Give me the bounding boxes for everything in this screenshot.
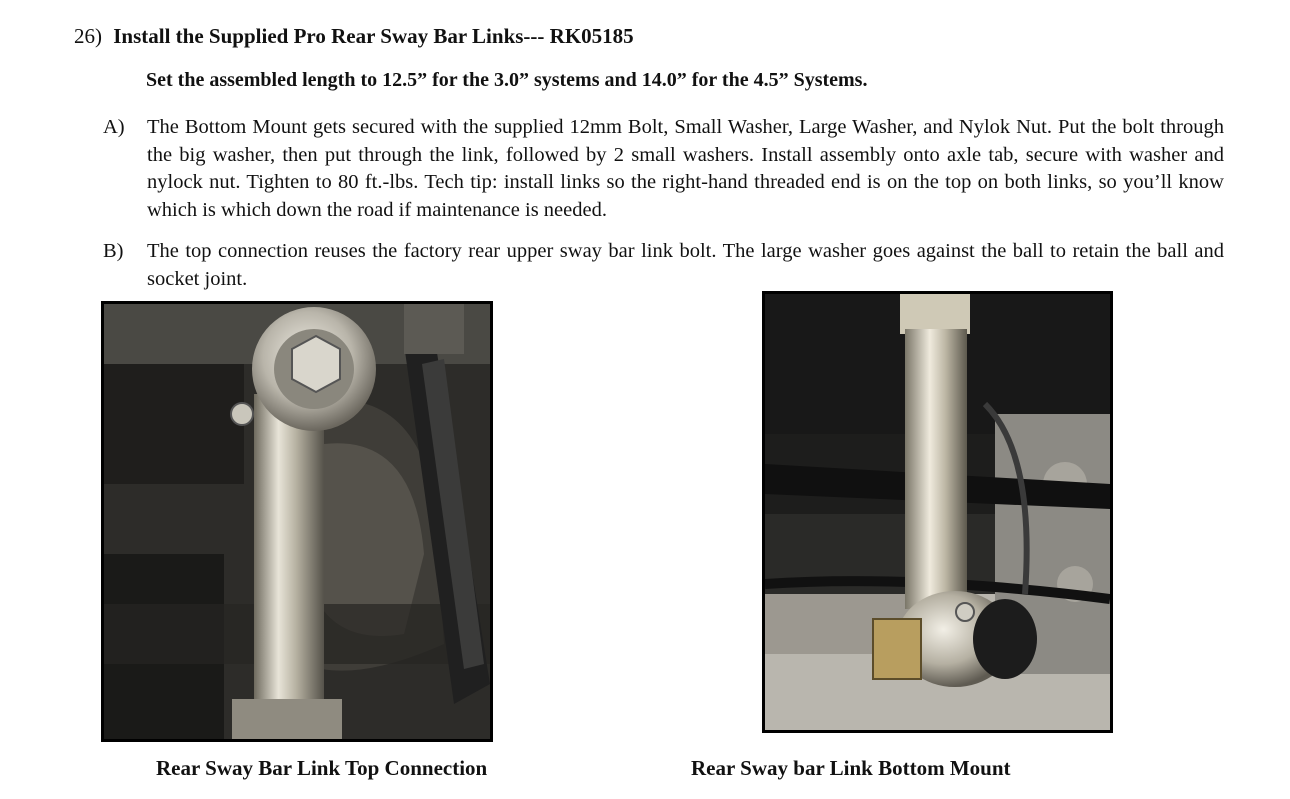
- step-number: 26): [74, 24, 102, 48]
- item-b-text: The top connection reuses the factory rear upper sway bar link bolt. The large washer goes against the ball to retain the ball and socket joint.: [147, 240, 1224, 290]
- item-b-letter: B): [103, 240, 124, 262]
- photo-top-connection: [101, 301, 493, 742]
- item-a-letter: A): [103, 116, 125, 138]
- photo-bottom-mount-image: [765, 294, 1110, 730]
- item-a-text: The Bottom Mount gets secured with the supplied 12mm Bolt, Small Washer, Large Washer, and Nylok Nut. Put the bolt through the big washer, then put through the link, followed by 2 small washers. Install assembly onto axle tab, secure with washer and nylock nut. Tighten to 80 ft.-lbs. Tech tip: install links so the right-hand threaded end is on the top on both links, so you’ll know which is which down the road if maintenance is needed.: [147, 116, 1224, 221]
- step-title: Install the Supplied Pro Rear Sway Bar Links--- RK05185: [113, 24, 634, 48]
- photo-top-connection-image: [104, 304, 490, 739]
- caption-top-connection: Rear Sway Bar Link Top Connection: [156, 756, 488, 780]
- length-instruction: Set the assembled length to 12.5” for the 3.0” systems and 14.0” for the 4.5” Systems.: [146, 69, 868, 91]
- step-heading: [74, 24, 634, 49]
- caption-bottom-mount: Rear Sway bar Link Bottom Mount: [691, 756, 1011, 780]
- photo-bottom-mount: [762, 291, 1113, 733]
